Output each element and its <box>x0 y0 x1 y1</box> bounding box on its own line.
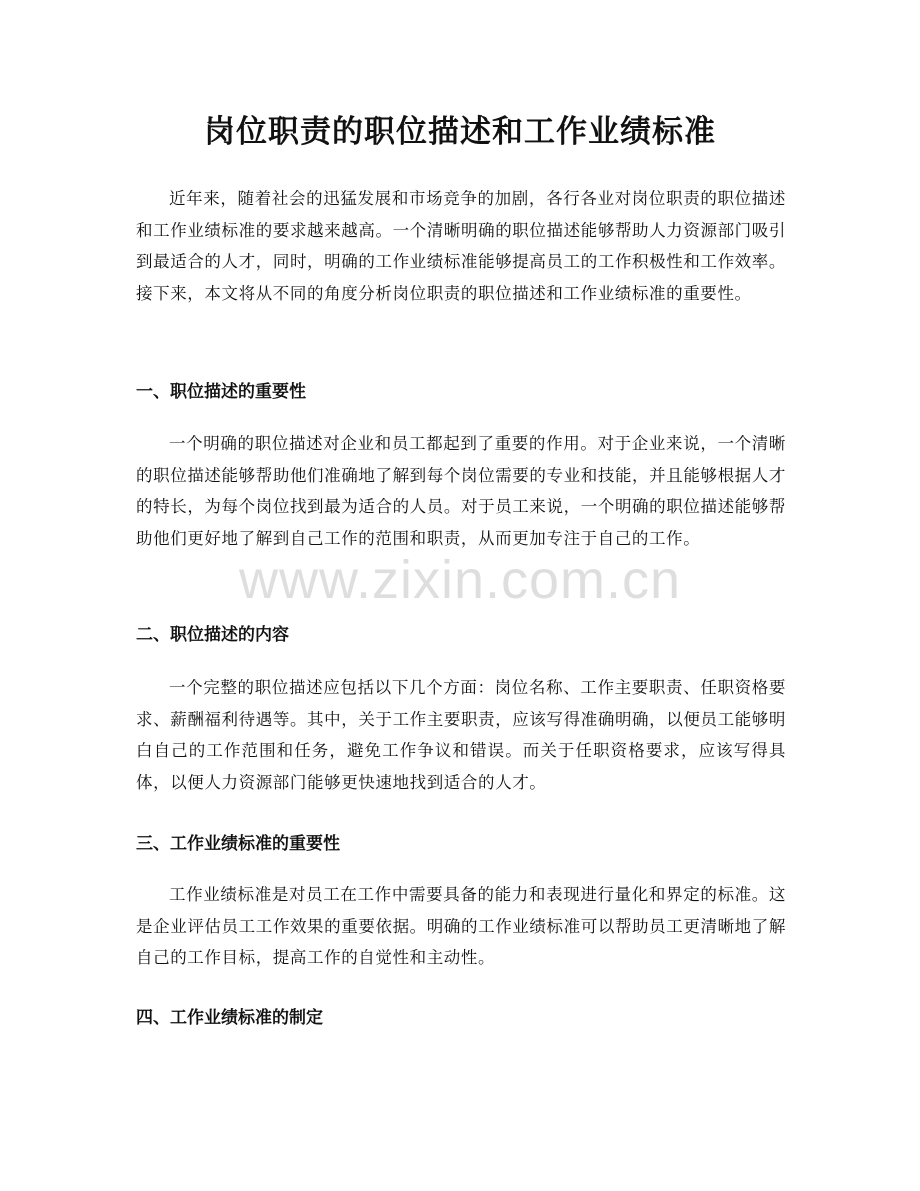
section-body-1: 一个明确的职位描述对企业和员工都起到了重要的作用。对于企业来说，一个清晰的职位描述能够帮助他们准确地了解到每个岗位需要的专业和技能，并且能够根据人才的特长，为每个岗位找到最为适合的人员。对于员工来说，一个明确的职位描述能够帮助他们更好地了解到自己工作的范围和职责，从而更加专注于自己的工作。 <box>136 434 786 548</box>
intro-paragraph: 近年来，随着社会的迅猛发展和市场竞争的加剧，各行各业对岗位职责的职位描述和工作业绩标准的要求越来越高。一个清晰明确的职位描述能够帮助人力资源部门吸引到最适合的人才，同时，明确的工作业绩标准能够提高员工的工作积极性和工作效率。接下来，本文将从不同的角度分析岗位职责的职位描述和工作业绩标准的重要性。 <box>136 189 786 303</box>
watermark: www.zixin.com.cn <box>238 550 682 610</box>
section-body-2: 一个完整的职位描述应包括以下几个方面：岗位名称、工作主要职责、任职资格要求、薪酬福利待遇等。其中，关于工作主要职责，应该写得准确明确，以便员工能够明白自己的工作范围和任务，避免工作争议和错误。而关于任职资格要求，应该写得具体，以便人力资源部门能够更快速地找到适合的人才。 <box>136 678 786 792</box>
document-title: 岗位职责的职位描述和工作业绩标准 <box>204 114 716 150</box>
section-heading-1: 一、职位描述的重要性 <box>136 382 306 402</box>
section-heading-3: 三、工作业绩标准的重要性 <box>136 834 340 854</box>
section-heading-4: 四、工作业绩标准的制定 <box>136 1008 323 1028</box>
section-heading-2: 二、职位描述的内容 <box>136 625 289 645</box>
section-body-3: 工作业绩标准是对员工在工作中需要具备的能力和表现进行量化和界定的标准。这是企业评估员工工作效果的重要依据。明确的工作业绩标准可以帮助员工更清晰地了解自己的工作目标，提高工作的自觉性和主动性。 <box>136 885 786 967</box>
